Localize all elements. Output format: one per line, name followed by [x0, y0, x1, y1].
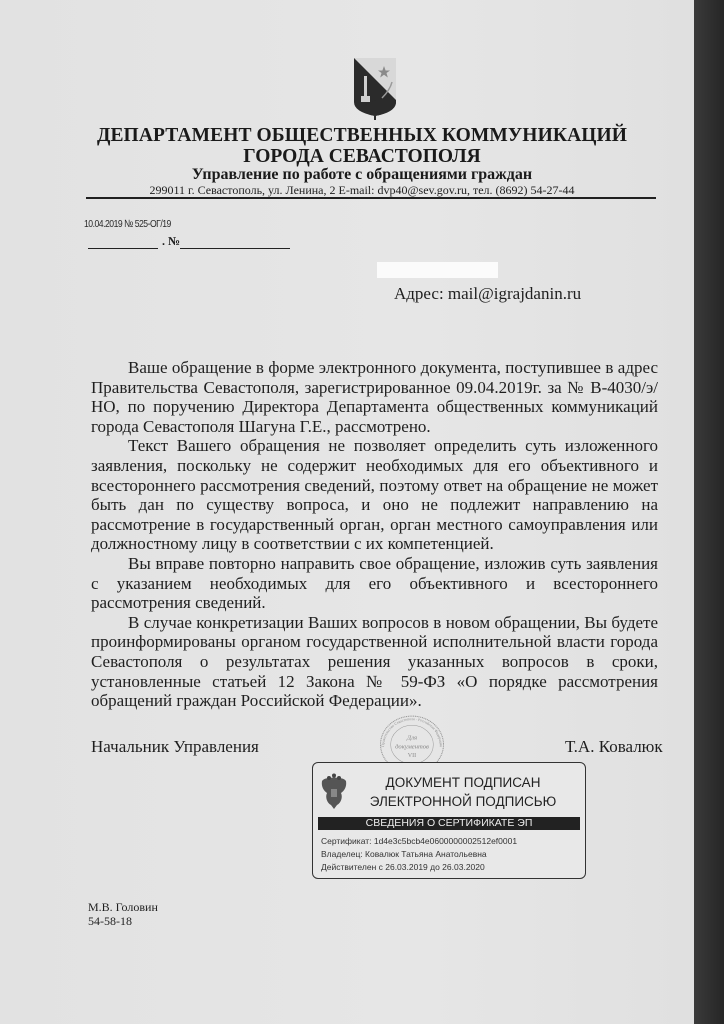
svg-text:Правительство Севастополя · Ро	[381, 717, 443, 747]
seal-ring-text: Правительство Севастополя · Российская Федерация	[381, 717, 443, 747]
signatory-title: Начальник Управления	[91, 737, 259, 756]
certificate-owner: Владелец: Ковалюк Татьяна Анатольевна	[321, 849, 487, 859]
seal-center-line2: документов	[395, 743, 429, 751]
esig-title-line2: ЭЛЕКТРОННОЙ ПОДПИСЬЮ	[369, 794, 557, 809]
date-blank-line	[88, 234, 158, 249]
body-paragraph: Текст Вашего обращения не позволяет определить суть изложенного заявления, поскольку не содержит необходимых для его объективного и всестороннего рассмотрения сведений, поэтому ответ на обращение не может быть дан по существу вопроса, и оно не подлежит направлению на рассмотрение в государственный орган, орган местного самоуправления или должностному лицу в соответствии с их компетенцией.	[91, 436, 658, 554]
coat-of-arms-icon	[352, 56, 398, 120]
esig-title-line1: ДОКУМЕНТ ПОДПИСАН	[385, 775, 541, 790]
executor-name: М.В. Головин	[88, 900, 158, 914]
seal-center-line1: Для	[406, 734, 418, 742]
number-sign: . №	[162, 234, 181, 248]
recipient-address: Адрес: mail@igrajdanin.ru	[394, 284, 582, 303]
number-blank-line	[180, 234, 290, 249]
signatory-name: Т.А. Ковалюк	[565, 737, 663, 756]
body-paragraph: Вы вправе повторно направить свое обращение, изложив суть заявления с указанием необходимых для его объективного и всестороннего рассмотрения сведений.	[91, 553, 658, 613]
electronic-signature-block	[312, 762, 586, 879]
org-name-line1: ДЕПАРТАМЕНТ ОБЩЕСТВЕННЫХ КОММУНИКАЦИЙ	[96, 125, 628, 146]
redacted-recipient-name	[377, 262, 498, 278]
russian-eagle-emblem-icon	[319, 773, 349, 811]
org-name-line2: ГОРОДА СЕВАСТОПОЛЯ	[243, 146, 481, 167]
org-contacts: 299011 г. Севастополь, ул. Ленина, 2 E-mail: dvp40@sev.gov.ru, тел. (8692) 54-27-44	[149, 183, 575, 197]
seal-center-line3: VII	[407, 753, 417, 760]
certificate-validity: Действителен с 26.03.2019 до 26.03.2020	[321, 862, 485, 872]
letter-body	[91, 358, 658, 711]
body-paragraph: Ваше обращение в форме электронного документа, поступившее в адрес Правительства Севастополя, зарегистрированное 09.04.2019г. за № В-4030/э/НО, по поручению Директора Департамента общественных коммуникаций города Севастополя Шагуна Г.Е., рассмотрено.	[91, 358, 658, 436]
division-name: Управление по работе с обращениями граждан	[191, 166, 533, 183]
body-paragraph: В случае конкретизации Ваших вопросов в новом обращении, Вы будете проинформированы органом государственной исполнительной власти города Севастополя о результатах решения указанных вопросов в сроки, установленные статьей 12 Закона № 59-ФЗ «О порядке рассмотрения обращений граждан Российской Федерации».	[91, 612, 658, 711]
certificate-number: Сертификат: 1d4e3c5bcb4e0600000002512ef0001	[321, 836, 518, 846]
registration-stamp: 10.04.2019 № 525-ОГ/19	[84, 218, 171, 230]
executor-info	[88, 900, 158, 928]
header-rule	[86, 197, 656, 199]
certificate-info-bar: СВЕДЕНИЯ О СЕРТИФИКАТЕ ЭП	[318, 817, 580, 830]
executor-phone: 54-58-18	[88, 914, 132, 928]
